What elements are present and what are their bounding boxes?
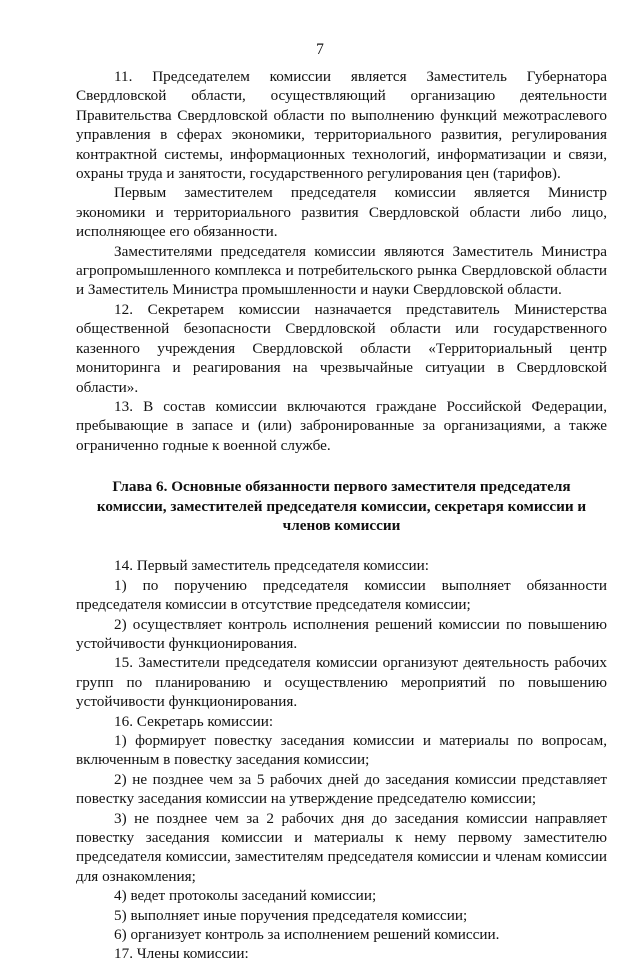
paragraph-14: 14. Первый заместитель председателя комиссии: [114, 557, 429, 575]
list-item-16-5: 5) выполняет иные поручения председателя комиссии; [114, 906, 468, 924]
paragraph-13: 13. В состав комиссии включаются граждане Российской Федерации, пребывающие в запасе и (или) забронированные за организациями, а также ограниченно годные к военной службе. [76, 397, 607, 454]
paragraph-deputies: Заместителями председателя комиссии являются Заместитель Министра агропромышленного комплекса и потребительского рынка Свердловской области и Заместитель Министра промышленности и науки Свердловской области. [76, 242, 607, 299]
list-item-16-4: 4) ведет протоколы заседаний комиссии; [114, 887, 377, 905]
list-item-16-2: 2) не позднее чем за 5 рабочих дней до заседания комиссии представляет повестку заседания комиссии на утверждение председателю комиссии; [76, 770, 607, 808]
list-item-16-1: 1) формирует повестку заседания комиссии и материалы по вопросам, включенным в повестку заседания комиссии; [76, 732, 607, 769]
list-item-14-1: 1) по поручению председателя комиссии выполняет обязанности председателя комиссии в отсутствие председателя комиссии; [76, 576, 607, 614]
list-item-14-2: 2) осуществляет контроль исполнения решений комиссии по повышению устойчивости функционирования. [76, 615, 607, 652]
chapter-heading: Глава 6. Основные обязанности первого заместителя председателя комиссии, заместителей председателя комиссии, секретаря комиссии и членов комиссии [96, 478, 587, 534]
paragraph-11: 11. Председателем комиссии является Заместитель Губернатора Свердловской области, осуществляющий организацию деятельности Правительства Свердловской области по выполнению функций межотраслевого управления в сферах экономики, территориального развития, регулирования контрактной системы, информационных технологий, информатизации и связи, охраны труда и занятости, государственного регулирования цен (тарифов). [76, 68, 607, 183]
paragraph-15: 15. Заместители председателя комиссии организуют деятельность рабочих групп по планированию и осуществлению мероприятий по повышению устойчивости функционирования. [76, 654, 607, 711]
paragraph-first-deputy: Первым заместителем председателя комиссии является Министр экономики и территориального развития Свердловской области либо лицо, исполняющее его обязанности. [76, 184, 607, 241]
list-item-16-3: 3) не позднее чем за 2 рабочих дня до заседания комиссии направляет повестку заседания комиссии и материалы к нему первому заместителю председателя комиссии, заместителям председателя комиссии и членам комиссии для ознакомления; [76, 809, 607, 885]
list-item-16-6: 6) организует контроль за исполнением решений комиссии. [114, 926, 500, 944]
paragraph-17: 17. Члены комиссии: [114, 945, 249, 963]
page-number: 7 [316, 41, 324, 58]
paragraph-16: 16. Секретарь комиссии: [114, 712, 274, 730]
paragraph-12: 12. Секретарем комиссии назначается представитель Министерства общественной безопасности Свердловской области или государственного казенного учреждения Свердловской области «Территориальный центр мониторинга и реагирования на чрезвычайные ситуации в Свердловской области». [76, 300, 607, 396]
document-body [76, 67, 607, 964]
